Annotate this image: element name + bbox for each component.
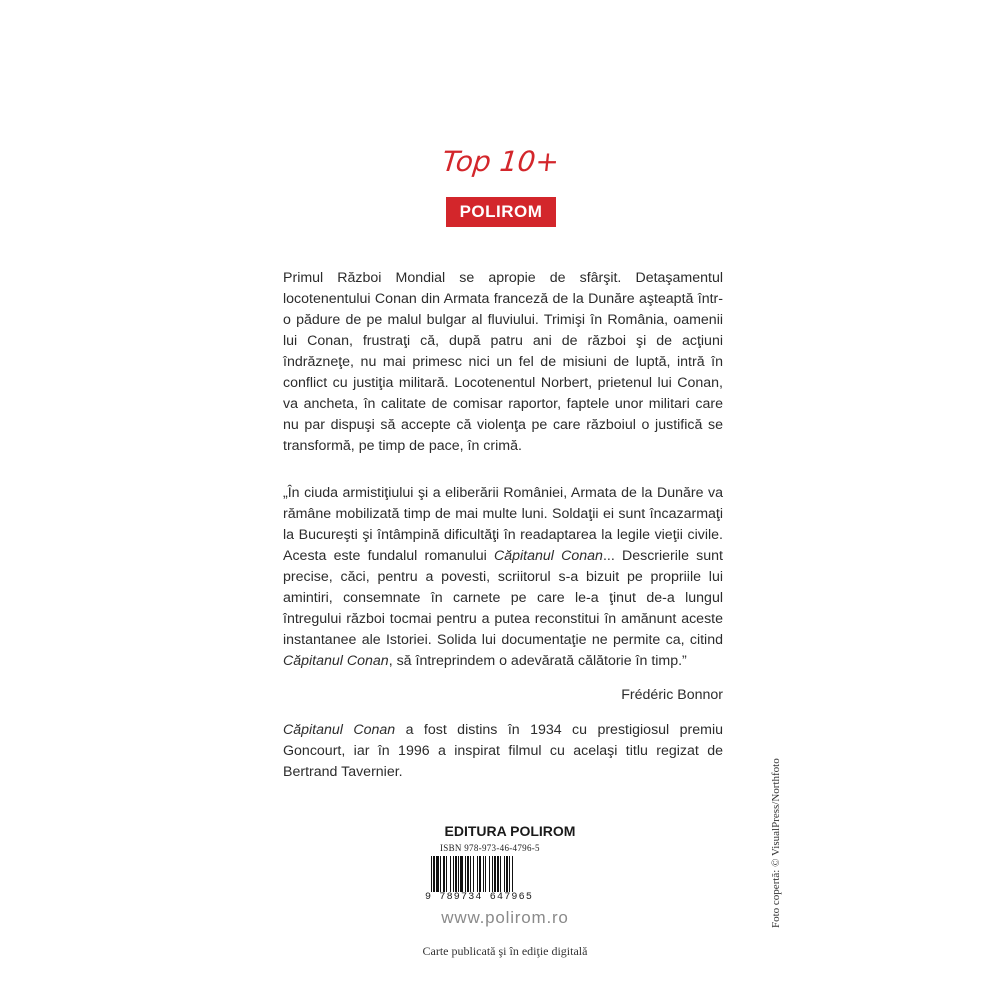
award-paragraph [283, 720, 723, 783]
publisher-website[interactable]: www.polirom.ro [441, 908, 569, 927]
award-text: a fost distins în 1934 cu prestigiosul premiu Goncourt, iar în 1996 a inspirat filmul cu acelaşi titlu regizat de Bertrand Tavernier. [283, 722, 723, 780]
publisher-name: EDITURA POLIROM [444, 823, 576, 839]
digital-edition-note: Carte publicată şi în ediţie digitală [422, 944, 588, 958]
book-title: Căpitanul Conan [493, 548, 603, 564]
isbn-barcode [425, 843, 571, 905]
barcode-digits: 9 789734 647965 [425, 892, 534, 903]
barcode-icon [425, 856, 571, 892]
quote-text: , să întreprindem o adevărată călătorie în timp.” [388, 653, 687, 669]
critic-quote [283, 483, 723, 672]
photo-credit: Foto copertă: © VisualPress/Northfoto [770, 758, 782, 928]
quote-text: „În ciuda armistiţiului şi a eliberării României, Armata de la Dunăre va rămâne mobilizată timp de mai multe luni. Soldaţii ei sunt încazarmaţi la Bucureşti şi întâmpină dificultăţi în readaptarea la legile vieţii civile. Acesta este fundalul romanului [283, 485, 723, 564]
blurb-paragraph: Primul Război Mondial se apropie de sfârşit. Detaşamentul locotenentului Conan din Armata franceză de la Dunăre aşteaptă într-o pădure de pe malul bulgar al fluviului. Trimişi în România, oamenii lui Conan, frustraţi că, după patru ani de război şi de acţiuni îndrăzneţe, nu mai primesc nici un fel de misiuni de luptă, intră în conflict cu justiţia militară. Locotenentul Norbert, prietenul lui Conan, va ancheta, în calitate de comisar raportor, faptele unor militari care nu par dispuşi să accepte că violenţa pe care războiul o justifică se transformă, pe timp de pace, în crimă. [283, 270, 723, 454]
publisher-badge: POLIROM [446, 197, 556, 227]
quote-text: ... Descrierile sunt precise, căci, pentru a povesti, scriitorul s-a bizuit pe propriile lui amintiri, consemnate în carnete pe care le-a ţinut de-a lungul întregului război tocmai pentru a putea reconstitui în amănunt aceste instantanee ale Istoriei. Solida lui documentaţie ne permite ca, citind [283, 548, 723, 648]
series-logo: Top 10+ [440, 145, 561, 178]
isbn-number: ISBN 978-973-46-4796-5 [440, 843, 540, 853]
book-title: Căpitanul Conan [283, 653, 389, 669]
quote-author: Frédéric Bonnor [621, 687, 723, 703]
book-title: Căpitanul Conan [283, 722, 396, 738]
